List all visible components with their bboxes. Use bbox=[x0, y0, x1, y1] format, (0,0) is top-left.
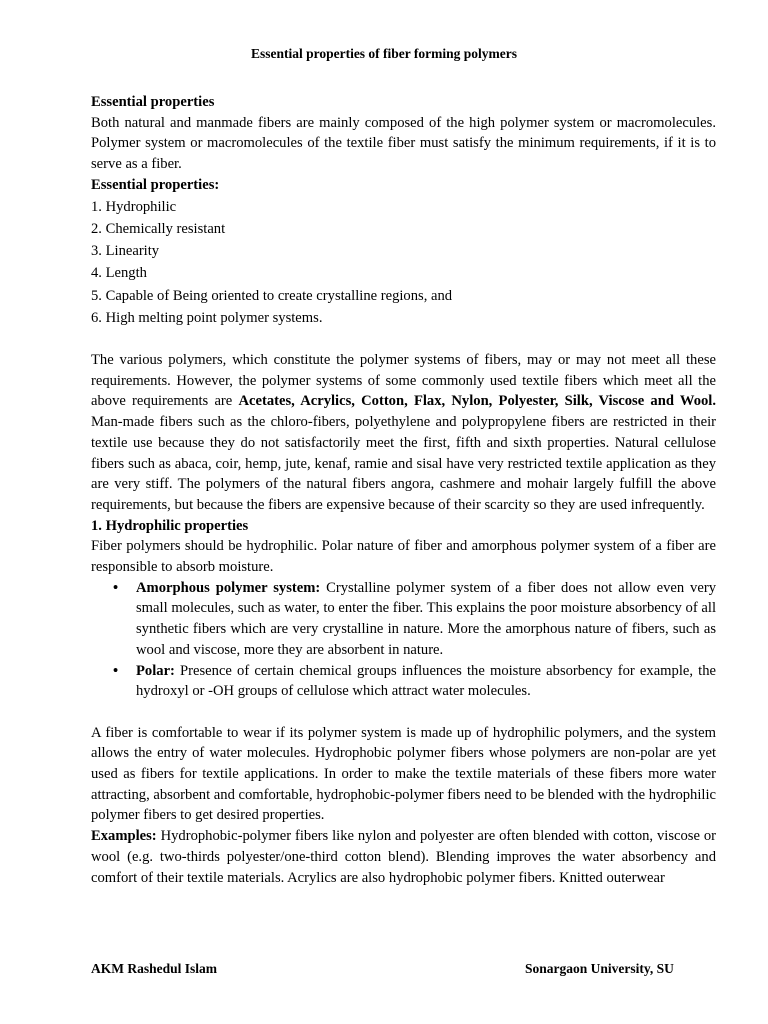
bullet-icon: • bbox=[113, 662, 119, 679]
bullet-icon: • bbox=[113, 579, 119, 596]
list-item: 1. Hydrophilic bbox=[91, 198, 177, 215]
fiber-list-bold: Acetates, Acrylics, Cotton, Flax, Nylon, Polyester, Silk, Viscose and Wool. bbox=[238, 393, 716, 410]
list-item: 6. High melting point polymer systems. bbox=[91, 310, 323, 326]
list-item: 2. Chemically resistant bbox=[91, 220, 226, 237]
properties-list bbox=[91, 196, 716, 330]
bullet-list bbox=[91, 578, 716, 702]
list-item: 3. Linearity bbox=[91, 243, 160, 260]
list-item: 5. Capable of Being oriented to create crystalline regions, and bbox=[91, 287, 453, 304]
list-heading: Essential properties: bbox=[91, 176, 220, 193]
paragraph: A fiber is comfortable to wear if its polymer system is made up of hydrophilic polymers, and the system allows the entry of water molecules. Hydrophobic polymer fibers whose polymers are non-polar are yet used as fibers for textile applications. In order to make the textile materials of these fibers more water attracting, absorbent and comfortable, hydrophobic-polymer fibers need to be blended with the hydrophilic polymer fibers to get desired properties. bbox=[91, 724, 716, 824]
paragraph: The various polymers, which constitute the polymer systems of fibers, may or may not meet all these requirements. However, the polymer systems of some commonly used textile fibers which meet all the above requirements are Acetates, Acrylics, Cotton, Flax, Nylon, Polyester, Silk, Viscose and Wool. Man-made fibers such as the chloro-fibers, polyethylene and polypropylene fibers are restricted in their textile use because they do not satisfactorily meet the first, fifth and sixth properties. Natural cellulose fibers such as abaca, coir, hemp, jute, kenaf, ramie and sisal have very restricted textile application as they are very stiff. The polymers of the natural fibers angora, cashmere and mohair largely fulfill the above requirements, but because the fibers are expensive because of their scarcity so they are used infrequently. bbox=[91, 351, 716, 513]
bullet-item: • Amorphous polymer system: Crystalline polymer system of a fiber does not allow even very small molecules, such as water, to enter the fiber. This explains the poor moisture absorbency of all synthetic fibers which are very crystalline in nature. More the amorphous nature of fibers, such as wool and viscose, more they are absorbent in nature. bbox=[113, 579, 716, 658]
footer-author: AKM Rashedul Islam bbox=[91, 961, 218, 976]
section-heading: 1. Hydrophilic properties bbox=[91, 517, 249, 534]
page-title: Essential properties of fiber forming polymers bbox=[250, 46, 518, 61]
paragraph: Both natural and manmade fibers are mainly composed of the high polymer system or macromolecules. Polymer system or macromolecules of the textile fiber must satisfy the minimum requirements, if it is to serve as a fiber. bbox=[91, 114, 716, 173]
bullet-item: • Polar: Presence of certain chemical groups influences the moisture absorbency for example, the hydroxyl or -OH groups of cellulose which attract water molecules. bbox=[113, 662, 716, 700]
section-heading: Essential properties bbox=[91, 94, 215, 110]
paragraph: Examples: Hydrophobic-polymer fibers like nylon and polyester are often blended with cotton, viscose or wool (e.g. two-thirds polyester/one-third cotton blend). Blending improves the water absorbency and comfort of their textile materials. Acrylics are also hydrophobic polymer fibers. Knitted outerwear bbox=[91, 828, 716, 886]
list-item: 4. Length bbox=[91, 265, 147, 282]
footer-institution: Sonargaon University, SU bbox=[525, 961, 674, 976]
paragraph: Fiber polymers should be hydrophilic. Polar nature of fiber and amorphous polymer system of a fiber are responsible to absorb moisture. bbox=[91, 538, 716, 576]
document-body bbox=[91, 92, 716, 888]
